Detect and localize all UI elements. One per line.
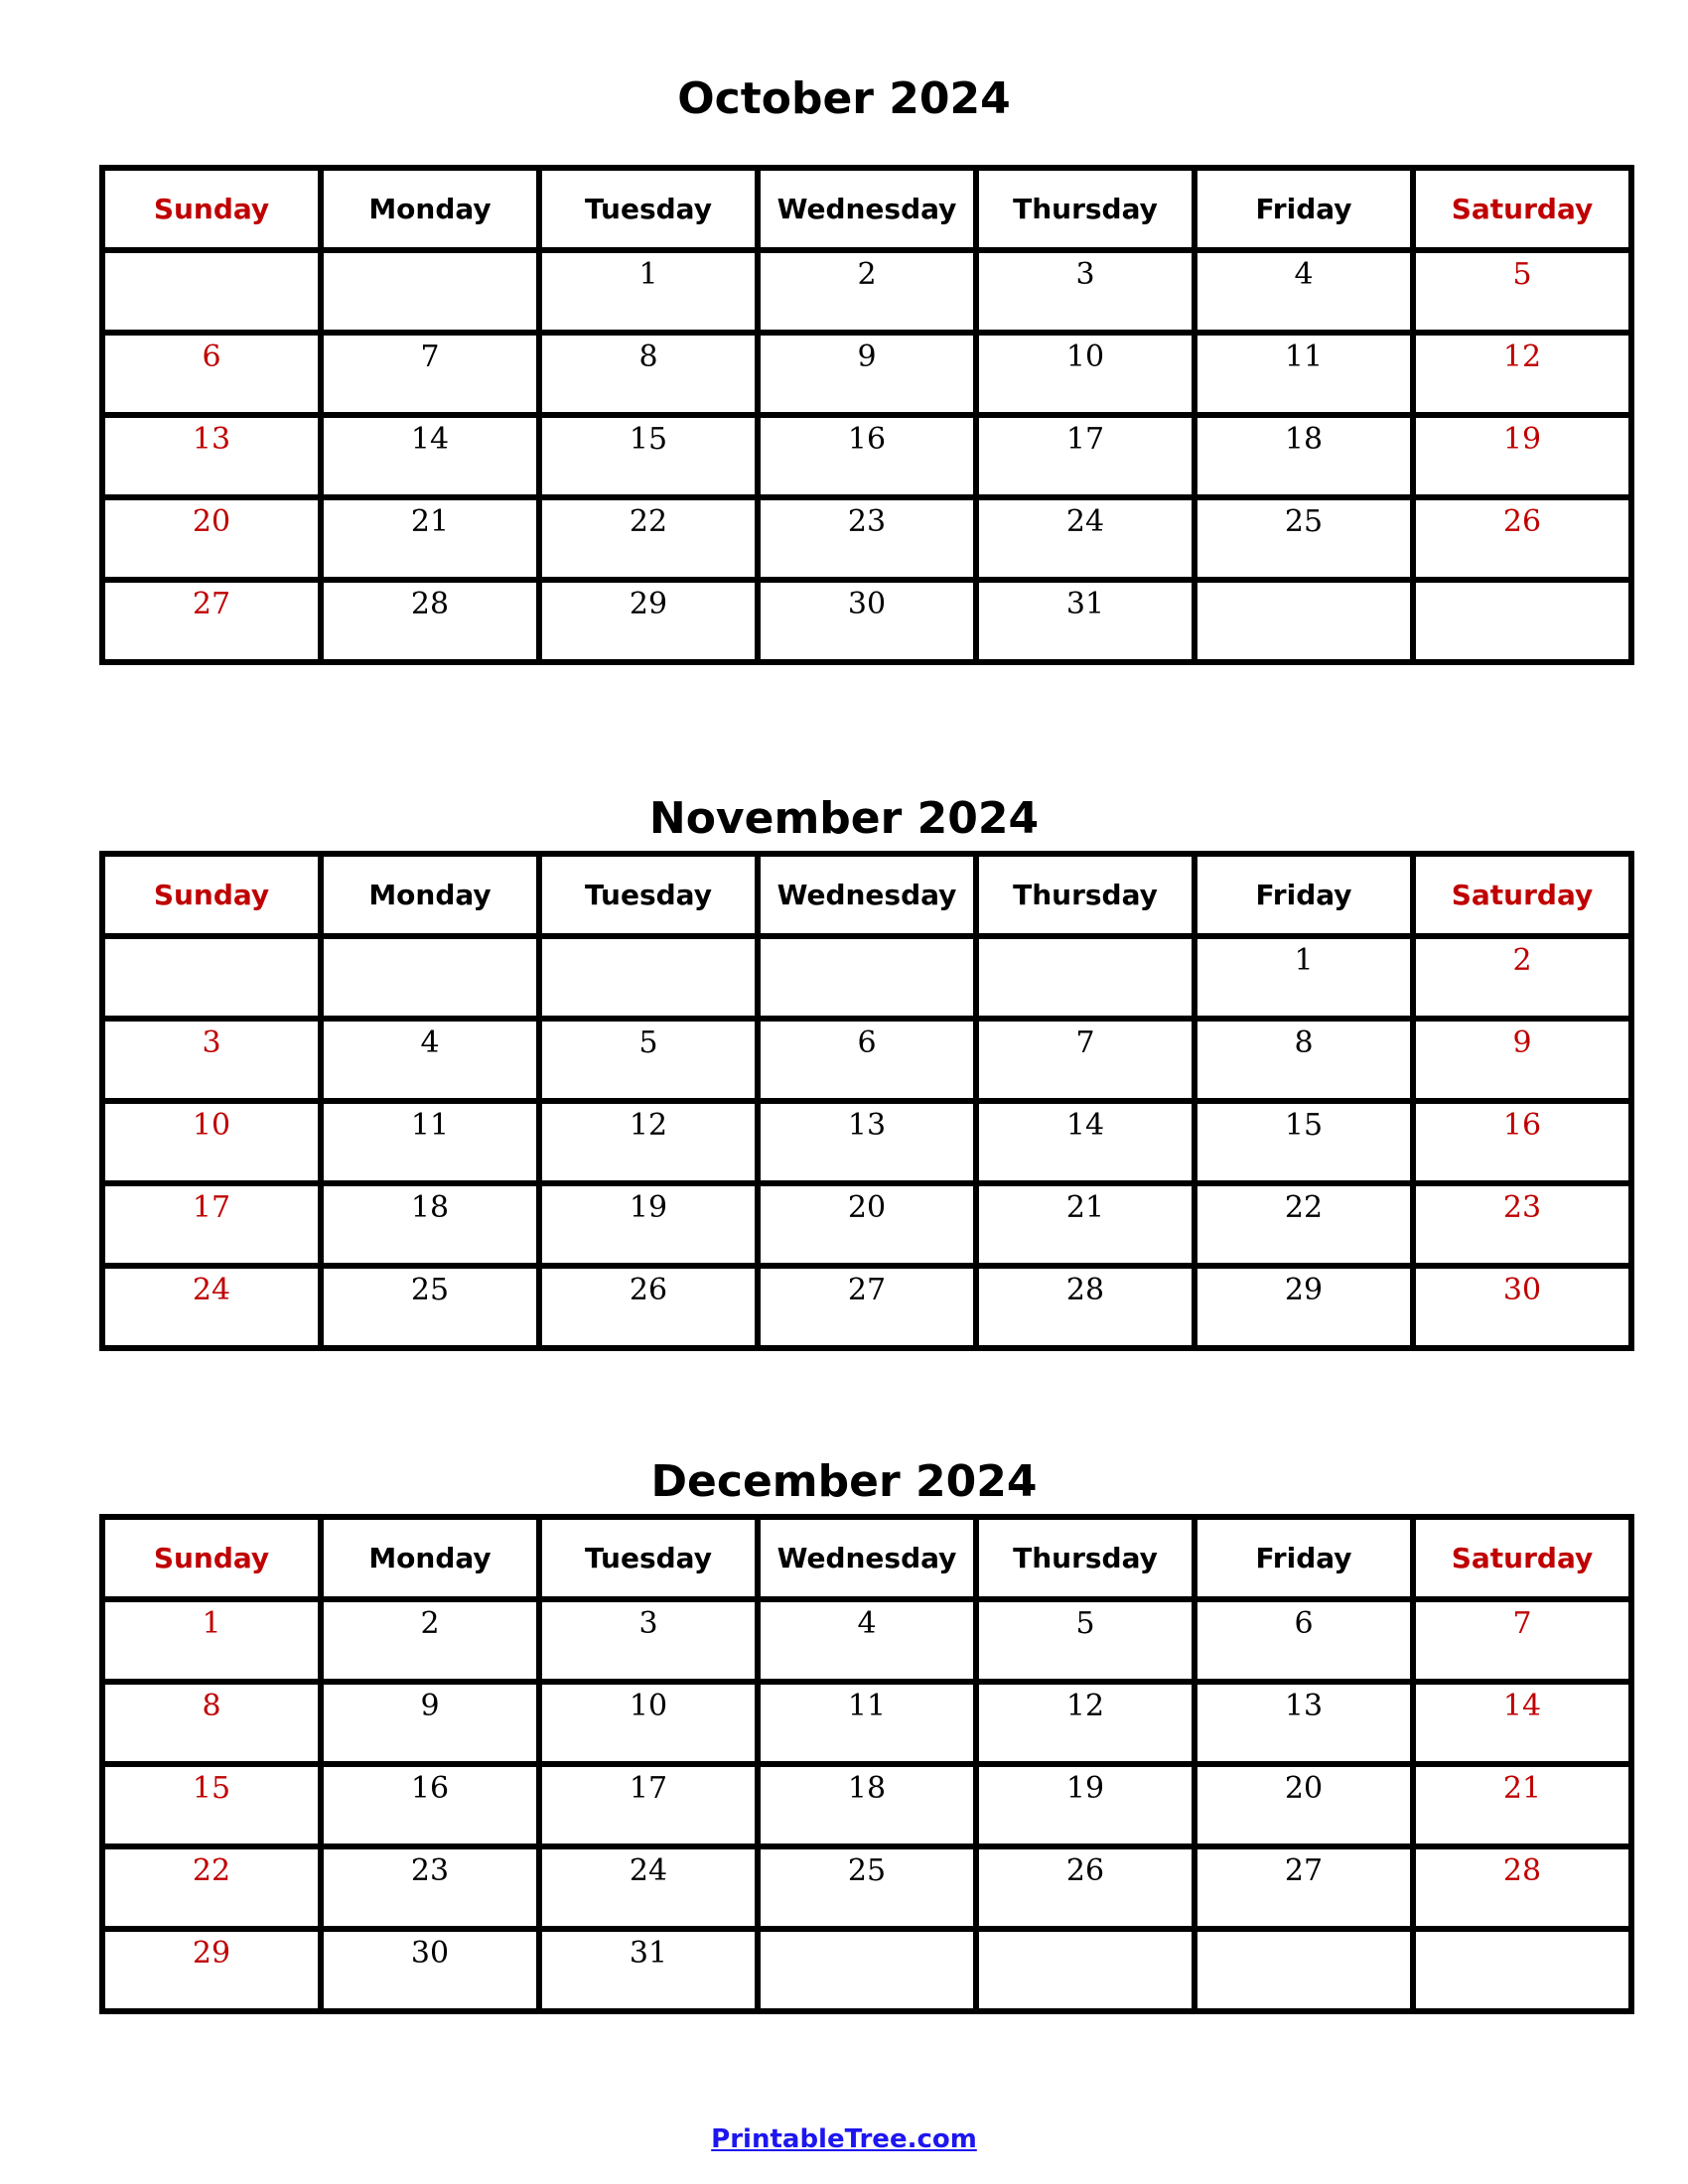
day-number: 18 [847, 1771, 887, 1806]
day-number: 26 [629, 1273, 668, 1307]
day-cell [1195, 1101, 1413, 1183]
day-number: 26 [1065, 1853, 1105, 1888]
day-cell [102, 1183, 321, 1266]
day-number: 3 [638, 1606, 658, 1641]
weekday-header-sunday: Sunday [102, 168, 321, 250]
day-number: 10 [629, 1689, 668, 1723]
day-cell [1413, 333, 1631, 415]
day-number: 9 [857, 340, 877, 374]
day-cell [321, 1183, 539, 1266]
day-number: 17 [1065, 422, 1105, 457]
day-number: 16 [1502, 1108, 1542, 1143]
day-cell [321, 250, 539, 333]
day-number: 30 [847, 587, 887, 621]
day-cell [1413, 1101, 1631, 1183]
day-cell [321, 580, 539, 662]
weekday-header-thursday: Thursday [976, 854, 1195, 936]
day-cell [1195, 1183, 1413, 1266]
day-number: 15 [192, 1771, 231, 1806]
weekday-header-friday: Friday [1195, 168, 1413, 250]
week-row [102, 415, 1631, 497]
weekday-header-saturday: Saturday [1413, 1517, 1631, 1599]
day-cell [102, 580, 321, 662]
day-cell [102, 1101, 321, 1183]
month-title: December 2024 [650, 1456, 1038, 1507]
day-number: 6 [1294, 1606, 1314, 1641]
week-row [102, 1599, 1631, 1682]
day-number [324, 939, 536, 943]
day-number: 18 [1284, 422, 1324, 457]
day-number: 14 [1065, 1108, 1105, 1143]
calendar-grid [99, 851, 1634, 1351]
day-number: 8 [638, 340, 658, 374]
weekday-header-saturday: Saturday [1413, 854, 1631, 936]
day-number [324, 253, 536, 257]
week-row [102, 1101, 1631, 1183]
day-cell [539, 250, 758, 333]
day-cell [758, 250, 976, 333]
day-cell [1413, 1764, 1631, 1846]
day-cell [758, 333, 976, 415]
day-number [1197, 583, 1410, 587]
day-number: 22 [192, 1853, 231, 1888]
day-number: 1 [202, 1606, 221, 1641]
day-number: 9 [1512, 1025, 1532, 1060]
day-cell [102, 415, 321, 497]
day-cell [758, 936, 976, 1019]
weekday-header-wednesday: Wednesday [758, 854, 976, 936]
weekday-header-saturday: Saturday [1413, 168, 1631, 250]
day-number: 16 [847, 422, 887, 457]
day-number: 5 [1512, 257, 1532, 292]
day-number: 28 [410, 587, 450, 621]
day-cell [102, 497, 321, 580]
day-cell [1195, 333, 1413, 415]
day-number: 20 [1284, 1771, 1324, 1806]
day-cell [976, 1183, 1195, 1266]
day-number: 15 [629, 422, 668, 457]
day-number [542, 939, 755, 943]
day-cell [1413, 1929, 1631, 2011]
weekday-header-monday: Monday [321, 1517, 539, 1599]
day-cell [321, 1019, 539, 1101]
day-cell [102, 1764, 321, 1846]
day-number: 16 [410, 1771, 450, 1806]
day-cell [539, 1101, 758, 1183]
day-number: 24 [629, 1853, 668, 1888]
day-number: 15 [1284, 1108, 1324, 1143]
printabletree-link[interactable]: PrintableTree.com [711, 2124, 977, 2154]
weekday-header-thursday: Thursday [976, 168, 1195, 250]
day-number: 24 [192, 1273, 231, 1307]
day-cell [976, 936, 1195, 1019]
week-row [102, 1183, 1631, 1266]
weekday-header-monday: Monday [321, 168, 539, 250]
day-cell [976, 1764, 1195, 1846]
week-row [102, 333, 1631, 415]
day-cell [539, 1266, 758, 1348]
day-number: 19 [1502, 422, 1542, 457]
day-number: 11 [1284, 340, 1324, 374]
day-number: 4 [857, 1606, 877, 1641]
day-number: 20 [847, 1190, 887, 1225]
day-number: 6 [202, 340, 221, 374]
day-cell [1413, 1266, 1631, 1348]
day-cell [321, 1101, 539, 1183]
weekday-header-wednesday: Wednesday [758, 1517, 976, 1599]
day-cell [321, 1682, 539, 1764]
day-number: 17 [192, 1190, 231, 1225]
day-cell [539, 936, 758, 1019]
day-number [979, 939, 1192, 943]
day-cell [102, 1019, 321, 1101]
day-number: 3 [202, 1025, 221, 1060]
day-number: 28 [1065, 1273, 1105, 1307]
day-number: 27 [847, 1273, 887, 1307]
day-cell [1195, 415, 1413, 497]
day-cell [321, 1846, 539, 1929]
day-number: 28 [1502, 1853, 1542, 1888]
day-cell [321, 1599, 539, 1682]
day-cell [539, 1764, 758, 1846]
day-cell [976, 333, 1195, 415]
day-number: 7 [1075, 1025, 1095, 1060]
day-number [761, 939, 973, 943]
day-cell [1413, 1846, 1631, 1929]
day-cell [758, 1929, 976, 2011]
day-cell [758, 497, 976, 580]
week-row [102, 250, 1631, 333]
day-number: 14 [1502, 1689, 1542, 1723]
weekday-header-sunday: Sunday [102, 854, 321, 936]
day-cell [539, 1929, 758, 2011]
day-number: 21 [1502, 1771, 1542, 1806]
day-cell [758, 1764, 976, 1846]
day-cell [539, 1019, 758, 1101]
day-cell [539, 497, 758, 580]
day-number: 23 [410, 1853, 450, 1888]
day-cell [976, 580, 1195, 662]
weekday-header-sunday: Sunday [102, 1517, 321, 1599]
weekday-header-friday: Friday [1195, 854, 1413, 936]
day-cell [1195, 1682, 1413, 1764]
day-number: 11 [410, 1108, 450, 1143]
day-number: 22 [629, 504, 668, 539]
day-cell [1195, 1764, 1413, 1846]
day-number [105, 253, 318, 257]
day-number: 29 [1284, 1273, 1324, 1307]
day-cell [758, 1183, 976, 1266]
day-number: 24 [1065, 504, 1105, 539]
week-row [102, 936, 1631, 1019]
day-number: 23 [1502, 1190, 1542, 1225]
day-cell [539, 1846, 758, 1929]
week-row [102, 1682, 1631, 1764]
day-cell [1413, 1019, 1631, 1101]
weekday-header-row [102, 1517, 1631, 1599]
weekday-header-tuesday: Tuesday [539, 854, 758, 936]
day-number: 8 [202, 1689, 221, 1723]
day-cell [1413, 250, 1631, 333]
day-cell [102, 1682, 321, 1764]
day-cell [976, 1599, 1195, 1682]
day-number: 11 [847, 1689, 887, 1723]
day-cell [976, 1846, 1195, 1929]
day-cell [102, 1599, 321, 1682]
day-number: 4 [1294, 257, 1314, 292]
day-number [761, 1932, 973, 1936]
month-title: October 2024 [677, 73, 1011, 124]
day-number: 30 [1502, 1273, 1542, 1307]
weekday-header-tuesday: Tuesday [539, 168, 758, 250]
day-number: 2 [857, 257, 877, 292]
day-cell [1413, 580, 1631, 662]
day-number: 30 [410, 1936, 450, 1971]
day-cell [539, 415, 758, 497]
day-cell [102, 333, 321, 415]
week-row [102, 1764, 1631, 1846]
weekday-header-tuesday: Tuesday [539, 1517, 758, 1599]
day-cell [976, 1101, 1195, 1183]
week-row [102, 1846, 1631, 1929]
day-number [1197, 1932, 1410, 1936]
day-cell [758, 1101, 976, 1183]
day-number: 5 [638, 1025, 658, 1060]
day-cell [539, 1682, 758, 1764]
day-cell [1195, 497, 1413, 580]
weekday-header-wednesday: Wednesday [758, 168, 976, 250]
calendar-grid [99, 1514, 1634, 2014]
day-number: 26 [1502, 504, 1542, 539]
day-cell [539, 580, 758, 662]
day-cell [1413, 1183, 1631, 1266]
day-cell [758, 1266, 976, 1348]
day-number: 10 [1065, 340, 1105, 374]
day-cell [1195, 1929, 1413, 2011]
day-number: 10 [192, 1108, 231, 1143]
day-cell [539, 1183, 758, 1266]
day-cell [1195, 936, 1413, 1019]
day-cell [321, 1764, 539, 1846]
day-number [105, 939, 318, 943]
day-number: 1 [1294, 943, 1314, 978]
weekday-header-monday: Monday [321, 854, 539, 936]
day-number: 25 [410, 1273, 450, 1307]
day-cell [758, 415, 976, 497]
day-number: 9 [420, 1689, 440, 1723]
day-number: 12 [1502, 340, 1542, 374]
calendar-grid [99, 165, 1634, 665]
day-cell [976, 1929, 1195, 2011]
day-cell [1413, 1682, 1631, 1764]
day-cell [321, 936, 539, 1019]
day-cell [976, 1266, 1195, 1348]
day-cell [1195, 580, 1413, 662]
day-number: 19 [1065, 1771, 1105, 1806]
week-row [102, 1266, 1631, 1348]
weekday-header-row [102, 168, 1631, 250]
day-cell [1195, 1019, 1413, 1101]
day-cell [321, 1266, 539, 1348]
day-number: 1 [638, 257, 658, 292]
day-cell [758, 1019, 976, 1101]
day-cell [321, 1929, 539, 2011]
day-cell [102, 250, 321, 333]
day-number: 2 [1512, 943, 1532, 978]
week-row [102, 580, 1631, 662]
footer [0, 2124, 1688, 2154]
day-cell [758, 1846, 976, 1929]
day-number: 6 [857, 1025, 877, 1060]
day-number: 29 [192, 1936, 231, 1971]
day-number: 25 [1284, 504, 1324, 539]
day-cell [976, 415, 1195, 497]
day-cell [1413, 1599, 1631, 1682]
day-cell [1413, 936, 1631, 1019]
day-number: 13 [1284, 1689, 1324, 1723]
day-number: 29 [629, 587, 668, 621]
day-number: 2 [420, 1606, 440, 1641]
day-cell [758, 1599, 976, 1682]
day-number: 27 [1284, 1853, 1324, 1888]
day-number: 4 [420, 1025, 440, 1060]
day-number: 13 [847, 1108, 887, 1143]
day-number: 20 [192, 504, 231, 539]
day-number: 13 [192, 422, 231, 457]
day-number: 27 [192, 587, 231, 621]
weekday-header-row [102, 854, 1631, 936]
day-cell [321, 333, 539, 415]
day-cell [976, 250, 1195, 333]
day-cell [321, 497, 539, 580]
month-title: November 2024 [648, 793, 1040, 844]
day-cell [976, 1019, 1195, 1101]
day-number: 21 [1065, 1190, 1105, 1225]
day-number: 7 [1512, 1606, 1532, 1641]
day-number: 19 [629, 1190, 668, 1225]
day-cell [976, 1682, 1195, 1764]
day-number [979, 1932, 1192, 1936]
day-number: 25 [847, 1853, 887, 1888]
weekday-header-friday: Friday [1195, 1517, 1413, 1599]
day-cell [102, 936, 321, 1019]
day-cell [1195, 1846, 1413, 1929]
day-number [1416, 1932, 1628, 1936]
day-cell [102, 1266, 321, 1348]
day-cell [102, 1846, 321, 1929]
week-row [102, 1929, 1631, 2011]
day-cell [539, 1599, 758, 1682]
day-number: 31 [1065, 587, 1105, 621]
day-number: 12 [629, 1108, 668, 1143]
day-cell [539, 333, 758, 415]
day-cell [102, 1929, 321, 2011]
week-row [102, 497, 1631, 580]
day-number: 3 [1075, 257, 1095, 292]
day-cell [758, 1682, 976, 1764]
day-number: 14 [410, 422, 450, 457]
day-cell [1195, 250, 1413, 333]
day-cell [1195, 1599, 1413, 1682]
day-number: 17 [629, 1771, 668, 1806]
day-cell [758, 580, 976, 662]
day-number: 12 [1065, 1689, 1105, 1723]
day-number [1416, 583, 1628, 587]
day-number: 22 [1284, 1190, 1324, 1225]
day-cell [1413, 415, 1631, 497]
day-number: 7 [420, 340, 440, 374]
day-number: 23 [847, 504, 887, 539]
weekday-header-thursday: Thursday [976, 1517, 1195, 1599]
day-number: 5 [1075, 1606, 1095, 1641]
week-row [102, 1019, 1631, 1101]
day-number: 31 [629, 1936, 668, 1971]
day-cell [1413, 497, 1631, 580]
day-number: 21 [410, 504, 450, 539]
day-cell [976, 497, 1195, 580]
day-number: 18 [410, 1190, 450, 1225]
day-cell [1195, 1266, 1413, 1348]
day-cell [321, 415, 539, 497]
day-number: 8 [1294, 1025, 1314, 1060]
